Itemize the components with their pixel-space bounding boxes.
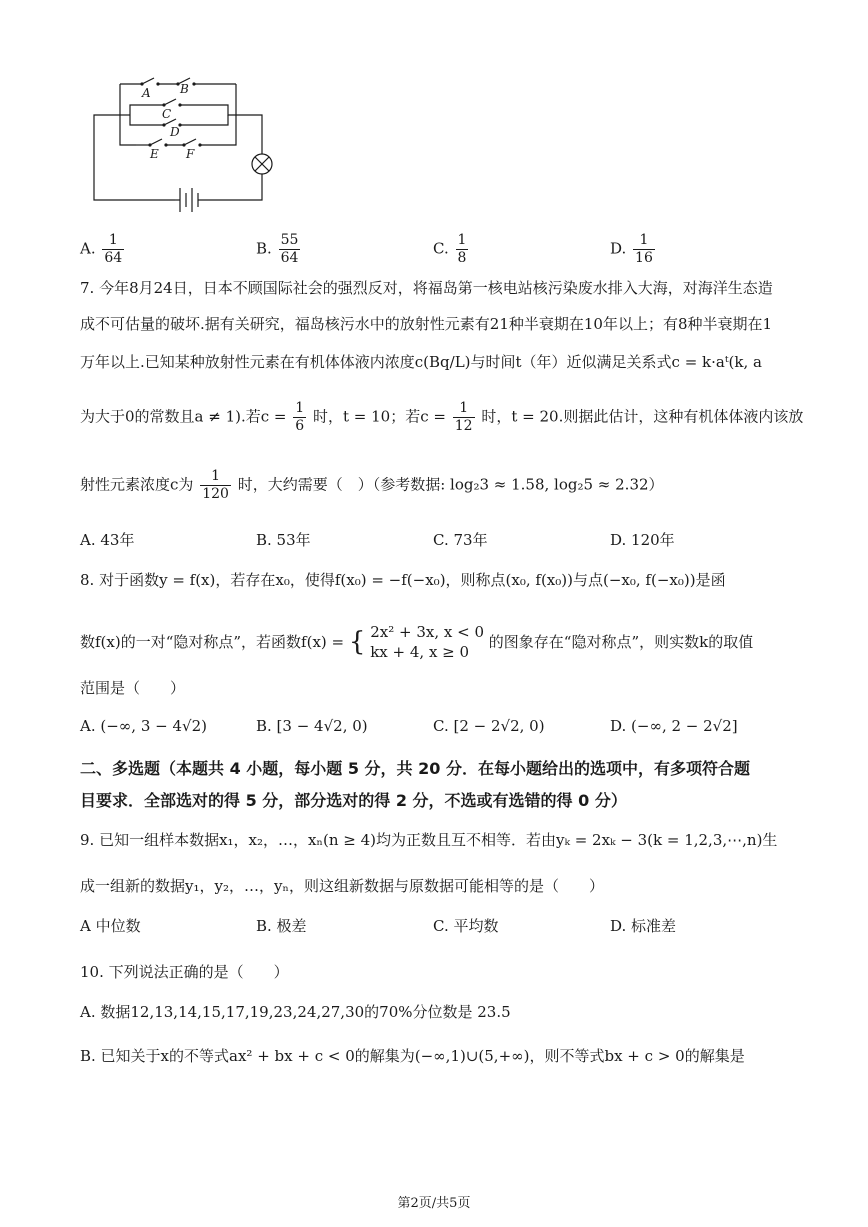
q8-line-2: 数f(x)的一对“隐对称点”，若函数f(x) = { 2x² + 3x, x < 0 kx + 4, x ≥ 0 的图象存在“隐对称点”，则实数k的取值 bbox=[80, 623, 754, 661]
switch-label-f: F bbox=[186, 147, 195, 161]
circuit-diagram bbox=[80, 70, 280, 220]
q9-option-a: A 中位数 bbox=[80, 917, 141, 935]
q10-option-a: A. 数据12,13,14,15,17,19,23,24,27,30的70%分位数是 23.5 bbox=[80, 1003, 511, 1021]
q8-option-b: B. [3 − 4√2, 0) bbox=[256, 717, 368, 735]
switch-label-d: D bbox=[170, 125, 180, 139]
q8-piece-1: 2x² + 3x, x < 0 bbox=[370, 623, 484, 641]
q7-option-c: C. 73年 bbox=[433, 531, 488, 549]
q6-option-c: C. $\frac{1}{8}$ bbox=[433, 232, 467, 266]
page-footer: 第2页/共5页 bbox=[397, 1196, 471, 1211]
q8-option-c: C. [2 − 2√2, 0) bbox=[433, 717, 545, 735]
section-heading-line-1: 二、多选题（本题共 4 小题，每小题 5 分，共 20 分．在每小题给出的选项中，有多项符合题 bbox=[80, 759, 750, 778]
q8-line-1: 8. 对于函数y = f(x)，若存在x₀，使得f(x₀) = −f(−x₀)，则称点(x₀, f(x₀))与点(−x₀, f(−x₀))是函 bbox=[80, 571, 726, 589]
q7-line-5: 射性元素浓度c为 $\frac{1}{120}$ 时，大约需要（ ）（参考数据: log₂3 ≈ 1.58, log₂5 ≈ 2.32） bbox=[80, 468, 664, 502]
q7-line-1: 7. 今年8月24日，日本不顾国际社会的强烈反对，将福岛第一核电站核污染废水排入大海，对海洋生态造 bbox=[80, 279, 773, 297]
section-heading-line-2: 目要求．全部选对的得 5 分，部分选对的得 2 分，不选或有选错的得 0 分） bbox=[80, 791, 627, 810]
q9-option-d: D. 标准差 bbox=[610, 917, 677, 935]
q6-option-a: A. $\frac{1}{64}$ bbox=[80, 232, 123, 266]
q9-option-c: C. 平均数 bbox=[433, 917, 499, 935]
q7-option-b: B. 53年 bbox=[256, 531, 311, 549]
q7-line-3: 万年以上.已知某种放射性元素在有机体体液内浓度c(Bq/L)与时间t（年）近似满足关系式c = k·aᵗ(k, a bbox=[80, 353, 762, 371]
q6-option-d: D. $\frac{1}{16}$ bbox=[610, 232, 653, 266]
q10-stem: 10. 下列说法正确的是（ ） bbox=[80, 963, 289, 981]
switch-label-b: B bbox=[180, 82, 189, 96]
q9-option-b: B. 极差 bbox=[256, 917, 307, 935]
q7-line-2: 成不可估量的破坏.据有关研究，福岛核污水中的放射性元素有21种半衰期在10年以上；有8种半衰期在1 bbox=[80, 315, 773, 333]
switch-label-c: C bbox=[162, 107, 172, 121]
switch-label-a: A bbox=[142, 86, 151, 100]
switch-label-e: E bbox=[150, 147, 159, 161]
q9-line-2: 成一组新的数据y₁，y₂，…，yₙ，则这组新数据与原数据可能相等的是（ ） bbox=[80, 877, 604, 895]
q8-option-d: D. (−∞, 2 − 2√2] bbox=[610, 717, 738, 735]
q6-option-b: B. $\frac{55}{64}$ bbox=[256, 232, 299, 266]
q7-option-d: D. 120年 bbox=[610, 531, 675, 549]
q8-line-3: 范围是（ ） bbox=[80, 679, 186, 697]
q7-line-4: 为大于0的常数且a ≠ 1).若c = $\frac{1}{6}$ 时，t = 10；若c = $\frac{1}{12}$ 时，t = 20.则据此估计，这种有机体体液内该放 bbox=[80, 400, 804, 434]
q8-piece-2: kx + 4, x ≥ 0 bbox=[370, 643, 470, 661]
q7-option-a: A. 43年 bbox=[80, 531, 135, 549]
q10-option-b: B. 已知关于x的不等式ax² + bx + c < 0的解集为(−∞,1)∪(5,+∞)，则不等式bx + c > 0的解集是 bbox=[80, 1047, 745, 1065]
q8-option-a: A. (−∞, 3 − 4√2) bbox=[80, 717, 207, 735]
q9-line-1: 9. 已知一组样本数据x₁，x₂，…，xₙ(n ≥ 4)均为正数且互不相等．若由yₖ = 2xₖ − 3(k = 1,2,3,⋯,n)生 bbox=[80, 831, 778, 849]
